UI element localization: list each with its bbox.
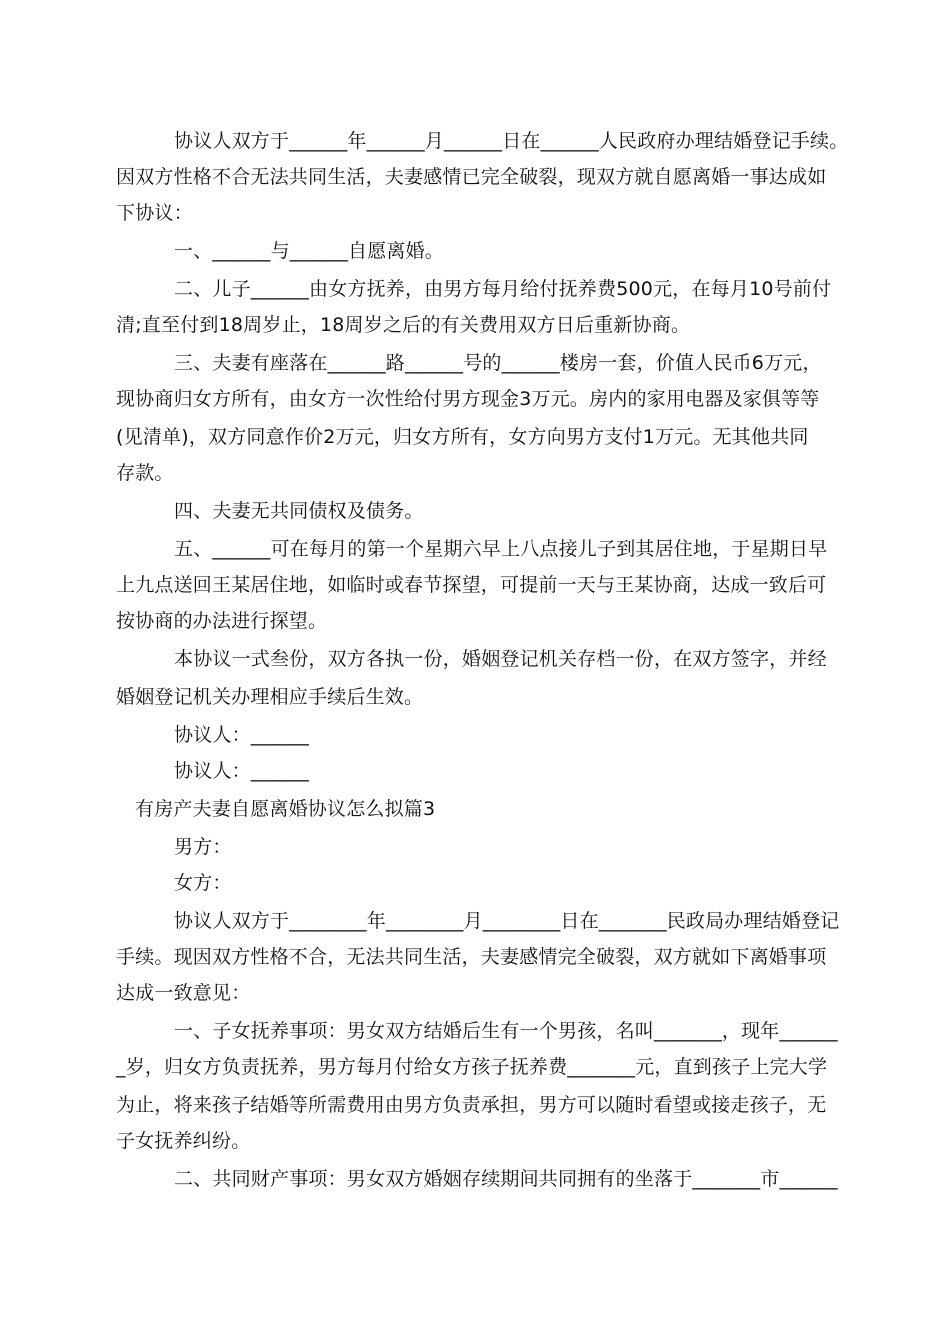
paragraph-line: 协议人双方于________年________月________日在_______民政局办理结婚登记 xyxy=(174,910,840,932)
paragraph-line: 子女抚养纠纷。 xyxy=(116,1130,251,1152)
paragraph-line: _岁，归女方负责抚养，男方每月付给女方孩子抚养费_______元，直到孩子上完大学 xyxy=(116,1056,828,1078)
paragraph-line: 协议人双方于______年______月______日在______人民政府办理结婚登记手续。 xyxy=(174,130,849,152)
paragraph-line: 手续。现因双方性格不合，无法共同生活，夫妻感情完全破裂，双方就如下离婚事项 xyxy=(116,946,827,968)
paragraph-line: 婚姻登记机关办理相应手续后生效。 xyxy=(116,686,424,708)
paragraph-line: 一、______与______自愿离婚。 xyxy=(174,240,445,262)
paragraph-line: (见清单)，双方同意作价2万元，归女方所有，女方向男方支付1万元。无其他共同 xyxy=(116,426,809,448)
paragraph-line: 现协商归女方所有，由女方一次性给付男方现金3万元。房内的家用电器及家俱等等 xyxy=(116,388,820,410)
paragraph-line: 下协议： xyxy=(116,202,193,224)
paragraph-line: 上九点送回王某居住地，如临时或春节探望，可提前一天与王某协商，达成一致后可 xyxy=(116,574,827,596)
paragraph-line: 清;直至付到18周岁止，18周岁之后的有关费用双方日后重新协商。 xyxy=(116,314,691,336)
signature-line: 协议人：______ xyxy=(174,760,310,782)
paragraph-line: 五、______可在每月的第一个星期六早上八点接儿子到其居住地，于星期日早 xyxy=(174,538,828,560)
paragraph-line: 本协议一式叁份，双方各执一份，婚姻登记机关存档一份，在双方签字，并经 xyxy=(174,648,827,670)
paragraph-line: 因双方性格不合无法共同生活，夫妻感情已完全破裂，现双方就自愿离婚一事达成如 xyxy=(116,166,827,188)
signature-line: 协议人：______ xyxy=(174,724,310,746)
paragraph-line: 按协商的办法进行探望。 xyxy=(116,610,328,632)
paragraph-line: 二、儿子______由女方抚养，由男方每月给付抚养费500元，在每月10号前付 xyxy=(174,278,832,300)
paragraph-line: 三、夫妻有座落在______路______号的______楼房一套，价值人民币6万元， xyxy=(174,352,822,374)
paragraph-line: 二、共同财产事项：男女双方婚姻存续期间共同拥有的坐落于_______市______ xyxy=(174,1168,838,1190)
paragraph-line: 存款。 xyxy=(116,462,174,484)
paragraph-line: 为止，将来孩子结婚等所需费用由男方负责承担，男方可以随时看望或接走孩子，无 xyxy=(116,1094,827,1116)
party-line: 男方： xyxy=(174,836,232,858)
section-heading: 有房产夫妻自愿离婚协议怎么拟篇3 xyxy=(135,798,436,820)
paragraph-line: 四、夫妻无共同债权及债务。 xyxy=(174,500,424,522)
party-line: 女方： xyxy=(174,872,232,894)
paragraph-line: 一、子女抚养事项：男女双方结婚后生有一个男孩，名叫_______，现年______ xyxy=(174,1020,838,1042)
paragraph-line: 达成一致意见： xyxy=(116,982,251,1004)
